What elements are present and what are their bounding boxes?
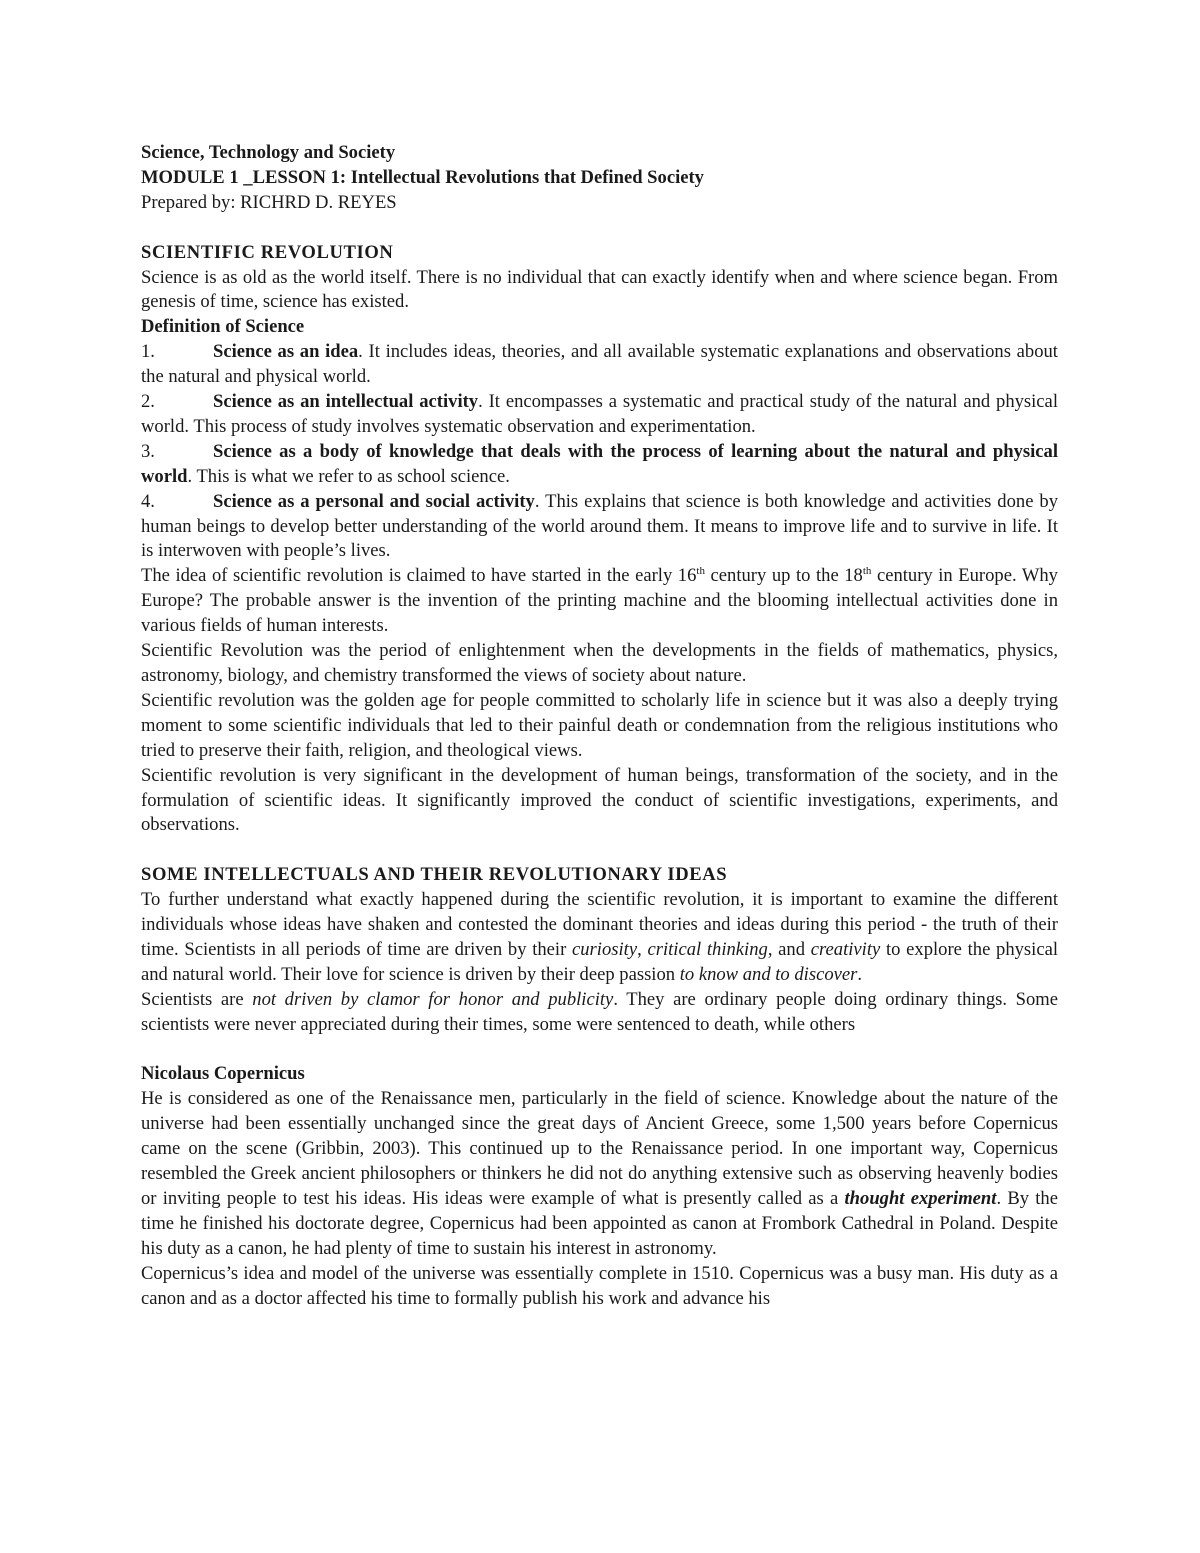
definition-item-4: 4. Science as a personal and social activity. This explains that science is both knowledge and activities done by human beings to develop better understanding of the world around them. It means to improve life and to survive in life. It is interwoven with people’s lives. bbox=[141, 490, 1058, 562]
copernicus-paragraph-2: Copernicus’s idea and model of the universe was essentially complete in 1510. Copernicus was a busy man. His duty as a canon and as a doctor affected his time to formally publish his work and advance his bbox=[141, 1262, 1058, 1309]
scientific-revolution-heading: SCIENTIFIC REVOLUTION bbox=[141, 241, 394, 263]
definition-item-2: 2. Science as an intellectual activity. It encompasses a systematic and practical study of the natural and physical world. This process of study involves systematic observation and experimentation. bbox=[141, 391, 1058, 437]
definition-heading: Definition of Science bbox=[141, 316, 305, 338]
enlightenment-paragraph: Scientific Revolution was the period of enlightenment when the developments in the fields of mathematics, physics, astronomy, biology, and chemistry transformed the views of society about nature. bbox=[141, 640, 1058, 687]
intellectuals-paragraph-2: Scientists are not driven by clamor for honor and publicity. They are ordinary people doing ordinary things. Some scientists were never appreciated during their times, some were sentenced to death, while others bbox=[141, 988, 1058, 1035]
copernicus-paragraph-1: He is considered as one of the Renaissance men, particularly in the field of science. Knowledge about the nature of the universe had been essentially unchanged since the great days of Ancient Greece, some 1,500 years before Copernicus came on the scene (Gribbin, 2003). This continued up to the Renaissance period. In one important way, Copernicus resembled the Greek ancient philosophers or thinkers he did not do anything extensive such as observing heavenly bodies or inviting people to test his ideas. His ideas were example of what is presently called as a thought experiment. By the time he finished his doctorate degree, Copernicus had been appointed as canon at Frombork Cathedral in Poland. Despite his duty as a canon, he had plenty of time to sustain his interest in astronomy. bbox=[141, 1088, 1058, 1259]
significance-paragraph: Scientific revolution is very significant in the development of human beings, transformation of the society, and in the formulation of scientific ideas. It significantly improved the conduct of scientific investigations, experiments, and observations. bbox=[141, 764, 1058, 836]
copernicus-heading: Nicolaus Copernicus bbox=[141, 1063, 305, 1085]
science-intro-paragraph: Science is as old as the world itself. There is no individual that can exactly identify when and where science began. From genesis of time, science has existed. bbox=[141, 266, 1058, 313]
module-title: MODULE 1 _LESSON 1: Intellectual Revolutions that Defined Society bbox=[141, 166, 704, 188]
intellectuals-heading: SOME INTELLECTUALS AND THEIR REVOLUTIONARY IDEAS bbox=[141, 864, 728, 886]
intellectuals-paragraph-1: To further understand what exactly happened during the scientific revolution, it is important to examine the different individuals whose ideas have shaken and contested the dominant theories and ideas during this period - the truth of their time. Scientists in all periods of time are driven by their curiosity, critical thinking, and creativity to explore the physical and natural world. Their love for science is driven by their deep passion to know and to discover. bbox=[141, 889, 1059, 985]
document-page bbox=[141, 141, 1058, 1312]
definition-item-3: 3. Science as a body of knowledge that deals with the process of learning about the natural and physical world. This is what we refer to as school science. bbox=[141, 440, 1058, 487]
prepared-by: Prepared by: RICHRD D. REYES bbox=[141, 191, 397, 213]
golden-age-paragraph: Scientific revolution was the golden age for people committed to scholarly life in science but it was also a deeply trying moment to some scientific individuals that led to their painful death or condemnation from the religious institutions who tried to preserve their faith, religion, and theological views. bbox=[141, 689, 1058, 761]
course-title: Science, Technology and Society bbox=[141, 142, 396, 163]
definition-item-1: 1. Science as an idea. It includes ideas, theories, and all available systematic explanations and observations about the natural and physical world. bbox=[141, 341, 1058, 388]
revolution-origin-paragraph: The idea of scientific revolution is claimed to have started in the early 16th century up to the 18th century in Europe. Why Europe? The probable answer is the invention of the printing machine and the blooming intellectual activities done in various fields of human interests. bbox=[141, 565, 1058, 637]
